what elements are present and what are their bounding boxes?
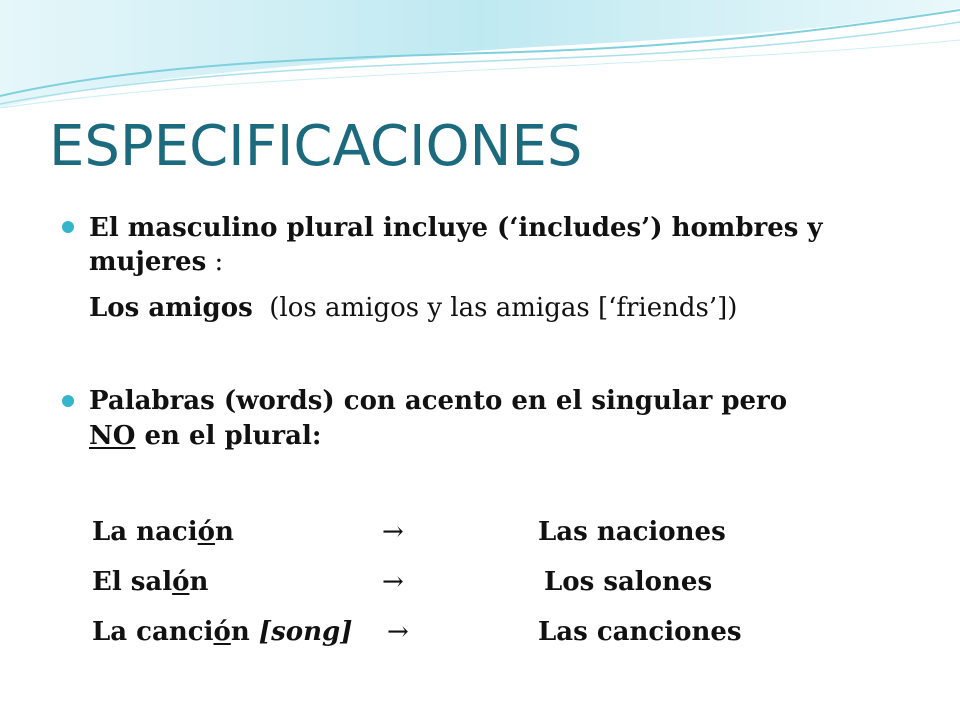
pair-3-singular [92, 616, 352, 648]
header-wave-decoration [0, 0, 960, 120]
bullet-1-line-2 [89, 246, 223, 278]
pair-3-accent: ó [213, 617, 231, 647]
slide-title: ESPECIFICACIONES [49, 114, 583, 179]
pair-1-plural: Las naciones [538, 517, 726, 547]
no-underlined: NO [89, 421, 136, 451]
pair-2-accent: ó [172, 567, 190, 597]
pair-3-singular-pre: La canci [92, 617, 214, 647]
pair-3-singular-post: n [230, 617, 250, 647]
pair-3-plural: Las canciones [538, 617, 742, 647]
pair-2-arrow: → [382, 567, 404, 597]
pair-2-singular-pre: El sal [92, 567, 173, 597]
mujeres-word: mujeres [89, 247, 207, 277]
pair-2-plural: Los salones [544, 567, 713, 597]
example-explanation: (los amigos y las amigas [‘friends’]) [269, 293, 738, 323]
pair-1-singular-post: n [214, 517, 234, 547]
bullet-1-colon: : [206, 247, 224, 277]
pair-1-accent: ó [197, 517, 215, 547]
pair-1-arrow: → [382, 517, 404, 547]
bullet-1-marker [62, 221, 74, 233]
bullet-2-line-1: Palabras (words) con acento en el singular pero [89, 386, 788, 416]
bullet-1-line-1: El masculino plural incluye (‘includes’) hombres y [89, 213, 823, 243]
bullet-2-line-2 [89, 420, 321, 452]
example-los-amigos: Los amigos [89, 293, 253, 323]
pair-2-singular-post: n [189, 567, 209, 597]
pair-2-singular [92, 566, 208, 598]
pair-1-singular [92, 516, 234, 548]
bullet-2-line-2-rest: en el plural: [135, 421, 322, 451]
pair-3-arrow: → [387, 617, 409, 647]
bullet-2-marker [62, 395, 74, 407]
pair-3-note: [song] [258, 617, 353, 647]
pair-1-singular-pre: La naci [92, 517, 198, 547]
bullet-1-example [89, 292, 737, 324]
